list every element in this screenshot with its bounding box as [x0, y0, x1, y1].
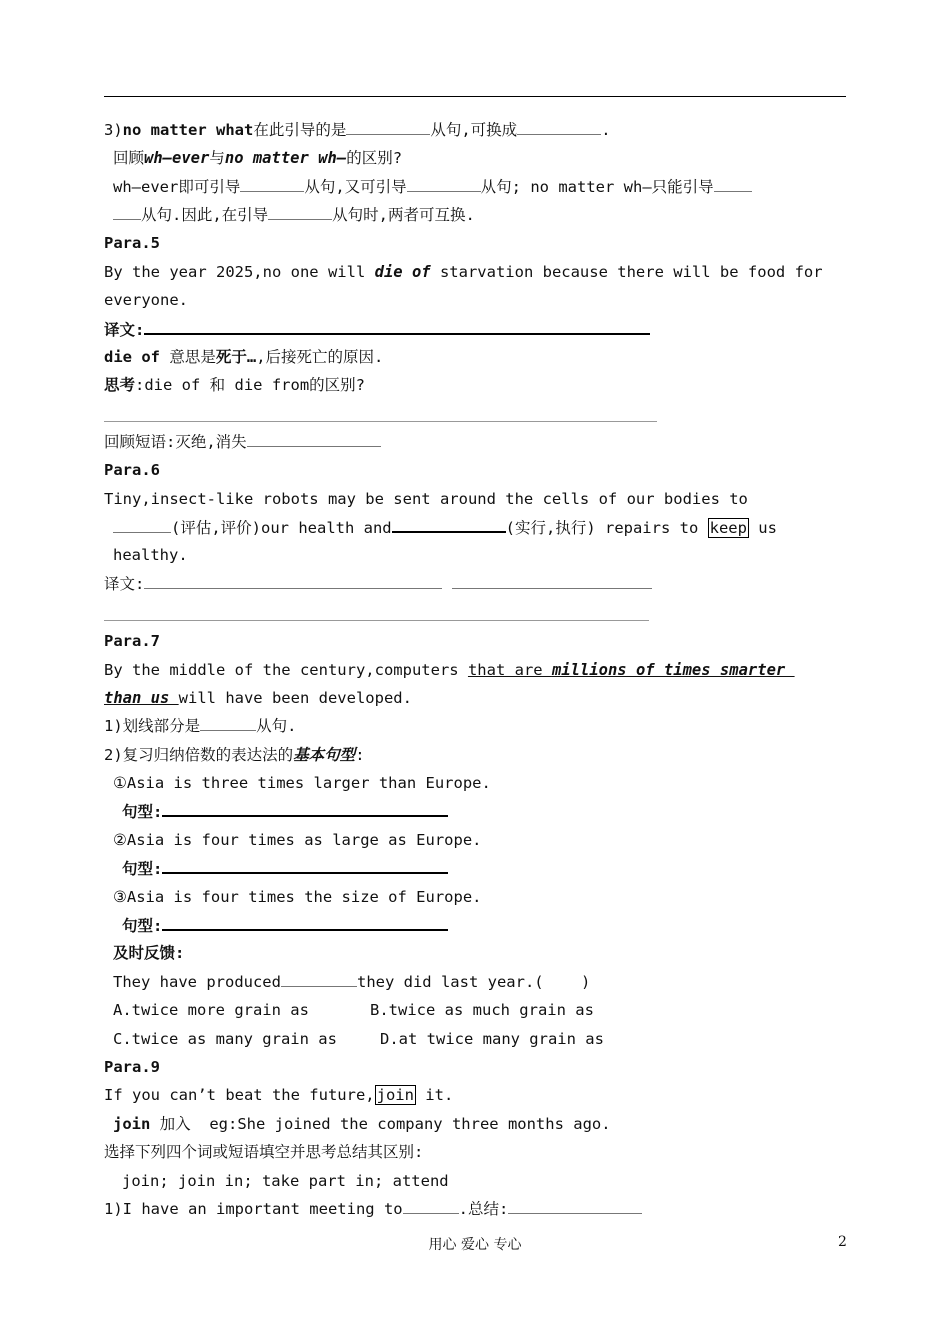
review-line: 回顾wh—ever与no matter wh—的区别? — [113, 149, 403, 167]
compare-line-1: wh—ever即可引导 从句,又可引导 从句; no matter wh—只能引导 — [113, 177, 752, 197]
question-3: 3)no matter what在此引导的是 从句,可换成 . — [104, 121, 611, 139]
para5-sentence-2: everyone. — [104, 291, 188, 309]
para6-sentence-1: Tiny,insect-like robots may be sent around the cells of our bodies to — [104, 490, 748, 508]
para7-heading: Para.7 — [104, 632, 160, 650]
feedback-label: 及时反馈: — [113, 944, 185, 962]
blank[interactable] — [392, 517, 506, 533]
blank[interactable] — [346, 120, 430, 135]
join-definition: join 加入 eg:She joined the company three months ago. — [113, 1115, 611, 1133]
blank[interactable] — [200, 716, 256, 731]
para6-heading: Para.6 — [104, 461, 160, 479]
blank[interactable] — [407, 177, 481, 192]
example-1: ①Asia is three times larger than Europe. — [113, 774, 491, 792]
translation-blank[interactable] — [452, 574, 652, 589]
blank[interactable] — [240, 177, 304, 192]
option-row-1 — [113, 1000, 594, 1020]
para5-think: 思考:die of 和 die from的区别? — [104, 376, 365, 394]
para5-recall: 回顾短语:灭绝,消失 — [104, 432, 381, 452]
pattern-blank[interactable] — [162, 915, 448, 931]
blank[interactable] — [714, 177, 752, 192]
para6-sentence-3: healthy. — [113, 546, 188, 564]
para9-sentence: If you can’t beat the future, join it. — [104, 1086, 454, 1104]
para5-note: die of 意思是死于…,后接死亡的原因. — [104, 348, 384, 366]
option-a[interactable]: A.twice more grain as — [113, 1001, 309, 1019]
para9-q1: 1)I have an important meeting to .总结: — [104, 1199, 642, 1219]
option-d[interactable]: D.at twice many grain as — [380, 1030, 604, 1048]
para5-sentence-1: By the year 2025,no one will die of starvation because there will be food for — [104, 263, 823, 281]
para7-sentence-2: than us will have been developed. — [104, 689, 412, 707]
pattern-blank[interactable] — [162, 858, 448, 874]
translation-blank[interactable] — [144, 574, 442, 589]
page-number: 2 — [838, 1234, 847, 1250]
para7-q1: 1)划线部分是 从句. — [104, 717, 297, 735]
pattern-3: 句型: — [122, 915, 448, 936]
blank[interactable] — [517, 120, 601, 135]
page-footer: 用心 爱心 专心 — [428, 1237, 522, 1253]
option-c[interactable]: C.twice as many grain as — [113, 1030, 337, 1048]
blank[interactable] — [247, 432, 381, 447]
para6-translation: 译文: — [104, 574, 652, 594]
blank[interactable] — [403, 1199, 459, 1214]
para7-sentence-1: By the middle of the century,computers that are millions of times smarter — [104, 661, 795, 679]
answer-line[interactable] — [104, 421, 657, 422]
pattern-2: 句型: — [122, 858, 448, 879]
pattern-1: 句型: — [122, 801, 448, 822]
header-rule — [104, 96, 846, 97]
option-row-2 — [113, 1029, 604, 1049]
para9-instruction: 选择下列四个词或短语填空并思考总结其区别: — [104, 1143, 424, 1161]
answer-line[interactable] — [104, 620, 649, 621]
compare-line-2: 从句.因此,在引导 从句时,两者可互换. — [113, 205, 475, 225]
para5-translation: 译文: — [104, 319, 650, 340]
example-2: ②Asia is four times as large as Europe. — [113, 831, 482, 849]
option-b[interactable]: B.twice as much grain as — [370, 1001, 594, 1019]
word-choices: join; join in; take part in; attend — [122, 1172, 449, 1190]
blank[interactable] — [113, 518, 171, 533]
example-3: ③Asia is four times the size of Europe. — [113, 888, 482, 906]
blank[interactable] — [281, 972, 357, 987]
para9-heading: Para.9 — [104, 1058, 160, 1076]
translation-blank[interactable] — [144, 319, 650, 335]
para6-sentence-2: (评估,评价)our health and (实行,执行) repairs to keep us — [113, 517, 777, 538]
feedback-question: They have produced they did last year.( ) — [113, 973, 591, 991]
blank[interactable] — [113, 205, 141, 220]
blank[interactable] — [268, 205, 332, 220]
pattern-blank[interactable] — [162, 801, 448, 817]
para7-q2: 2)复习归纳倍数的表达法的基本句型: — [104, 746, 365, 764]
para5-heading: Para.5 — [104, 234, 160, 252]
blank[interactable] — [508, 1199, 642, 1214]
